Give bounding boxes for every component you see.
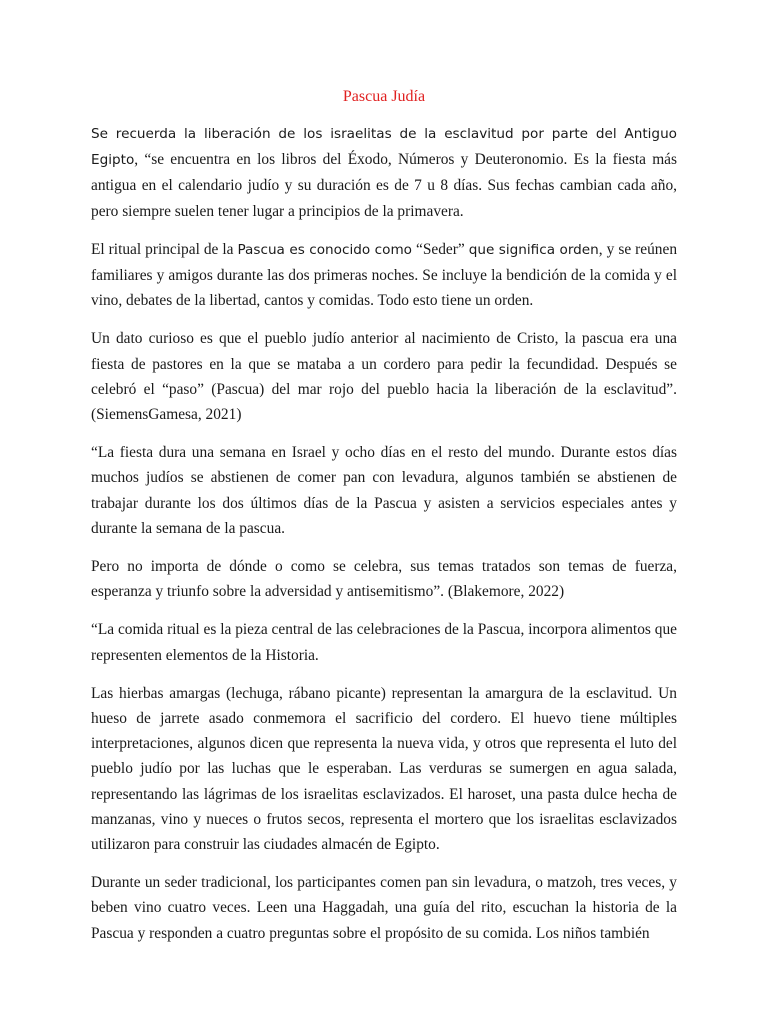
paragraph-3 [91,326,677,427]
paragraph-text: Las hierbas amargas (lechuga, rábano picante) representan la amargura de la esclavitud. Un hueso de jarrete asado conmemora el sacrificio del cordero. El huevo tiene múltiples interpretaciones, algunos dicen que representa la nueva vida, y otros que representa el luto del pueblo judío por las luchas que le esperaban. Las verduras se sumergen en agua salada, representando las lágrimas de los israelitas esclavizados. El haroset, una pasta dulce hecha de manzanas, vino y nueces o frutos secos, representa el mortero que los israelitas esclavizados utilizaron para construir las ciudades almacén de Egipto. [91,684,677,854]
paragraph-5 [91,554,677,604]
paragraph-text: Pascua es conocido como [237,241,413,258]
paragraph-8 [91,870,677,946]
paragraph-text: , y se reúnen familiares y amigos durante las dos primeras noches. Se incluye la bendición de la comida y el vino, debates de la libertad, cantos y comidas. Todo esto tiene un orden. [91,240,678,310]
paragraph-text: El ritual principal de la [91,240,238,258]
paragraph-text: Durante un seder tradicional, los participantes comen pan sin levadura, o matzoh, tres veces, y beben vino cuatro veces. Leen una Haggadah, una guía del rito, escuchan la historia de la Pascua y responden a cuatro preguntas sobre el propósito de su comida. Los niños también [91,874,677,942]
paragraph-7 [91,681,677,857]
paragraph-text: , “se encuentra en los libros del Éxodo, Números y Deuteronomio. Es la fiesta más antigua en el calendario judío y su duración es de 7 u 8 días. Sus fechas cambian cada año, pero siempre suelen tener lugar a principios de la primavera. [91,151,677,220]
paragraph-text: que significa orden [468,241,599,258]
paragraph-text: Se recuerda la liberación de los israelitas de la esclavitud por parte del Antiguo Egipto [91,126,677,169]
paragraph-6 [91,617,677,667]
paragraph-4 [91,440,677,541]
paragraph-2 [91,237,677,314]
document-body [91,121,677,959]
paragraph-text: “La comida ritual es la pieza central de las celebraciones de la Pascua, incorpora alimentos que representen elementos de la Historia. [91,621,677,664]
paragraph-text: Un dato curioso es que el pueblo judío anterior al nacimiento de Cristo, la pascua era una fiesta de pastores en la que se mataba a un cordero para pedir la fecundidad. Después se celebró el “paso” (Pascua) del mar rojo del pueblo hacia la liberación de la esclavitud”. (SiemensGamesa, 2021) [91,330,677,424]
document-title: Pascua Judía [342,88,426,105]
paragraph-text: “La fiesta dura una semana en Israel y ocho días en el resto del mundo. Durante estos días muchos judíos se abstienen de comer pan con levadura, algunos también se abstienen de trabajar durante los dos últimos días de la Pascua y asisten a servicios especiales antes y durante la semana de la pascua. [91,444,677,537]
paragraph-1 [91,121,677,224]
paragraph-text: “Seder” [412,240,469,258]
paragraph-text: Pero no importa de dónde o como se celebra, sus temas tratados son temas de fuerza, esperanza y triunfo sobre la adversidad y antisemitismo”. (Blakemore, 2022) [91,558,677,601]
